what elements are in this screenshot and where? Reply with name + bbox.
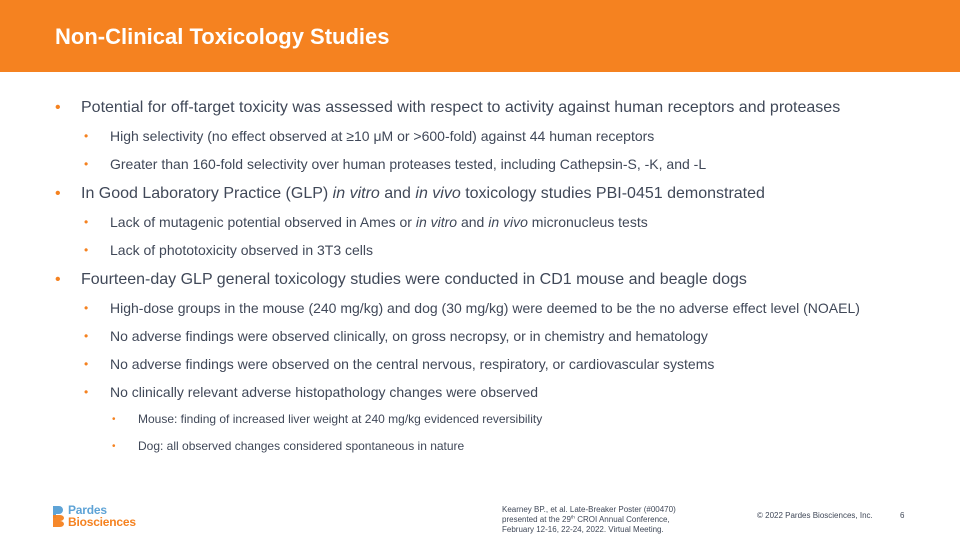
bullet-icon: • [112, 441, 116, 452]
citation-line: Kearney BP., et al. Late-Breaker Poster (#00470) [502, 505, 676, 514]
superscript: th [570, 515, 575, 521]
list-item [55, 270, 935, 290]
list-item [55, 328, 935, 345]
pardes-logo-icon [52, 505, 64, 527]
company-logo [52, 505, 152, 529]
slide-title: Non-Clinical Toxicology Studies [55, 24, 390, 49]
text-run: CROI Annual Conference, [574, 515, 670, 524]
bullet-text: Lack of phototoxicity observed in 3T3 cells [110, 242, 374, 258]
italic-text: in vitro [332, 185, 380, 202]
logo-text-biosciences: Biosciences [68, 515, 136, 529]
bullet-icon: • [84, 385, 89, 399]
list-item [55, 156, 935, 173]
bullet-text: High selectivity (no effect observed at ≥10 μM or >600-fold) against 44 human receptors [110, 128, 655, 144]
list-item [55, 98, 935, 118]
bullet-icon: • [84, 157, 89, 171]
bullet-icon: • [84, 329, 89, 343]
text-run: In Good Laboratory Practice (GLP) [81, 185, 333, 202]
list-item [55, 412, 935, 427]
text-run: micronucleus tests [527, 214, 648, 230]
title-bar [0, 0, 960, 72]
italic-text: in vivo [415, 185, 461, 202]
italic-text: in vivo [488, 214, 528, 230]
citation-line: February 12-16, 22-24, 2022. Virtual Meeting. [502, 525, 664, 534]
text-run: toxicology studies PBI-0451 demonstrated [460, 185, 765, 202]
bullet-icon: • [84, 301, 89, 315]
bullet-text [110, 214, 648, 230]
bullet-text: Dog: all observed changes considered spontaneous in nature [138, 439, 465, 453]
bullet-text: No adverse findings were observed clinically, on gross necropsy, or in chemistry and hematology [110, 328, 708, 344]
bullet-text: Potential for off-target toxicity was assessed with respect to activity against human receptors and proteases [81, 99, 841, 116]
bullet-icon: • [112, 414, 116, 425]
text-run: and [457, 214, 489, 230]
list-item [55, 439, 935, 454]
list-item [55, 384, 935, 401]
bullet-text: No adverse findings were observed on the central nervous, respiratory, or cardiovascular systems [110, 356, 715, 372]
bullet-list [55, 98, 935, 466]
logo-text-pardes: Pardes [68, 503, 107, 517]
list-item [55, 300, 935, 317]
text-run: and [379, 185, 416, 202]
list-item [55, 128, 935, 145]
bullet-text: Greater than 160-fold selectivity over human proteases tested, including Cathepsin-S, -K, and -L [110, 156, 707, 172]
list-item [55, 242, 935, 259]
page-number: 6 [900, 511, 905, 520]
bullet-icon: • [55, 185, 61, 202]
bullet-text: No clinically relevant adverse histopathology changes were observed [110, 384, 539, 400]
text-run: presented at the 29 [502, 515, 571, 524]
bullet-text: High-dose groups in the mouse (240 mg/kg) and dog (30 mg/kg) were deemed to be the no adverse effect level (NOAEL) [110, 300, 860, 316]
bullet-text: Fourteen-day GLP general toxicology studies were conducted in CD1 mouse and beagle dogs [81, 271, 747, 288]
bullet-text [81, 185, 765, 202]
bullet-icon: • [84, 243, 89, 257]
citation-line [502, 515, 732, 525]
list-item [55, 214, 935, 231]
italic-text: in vitro [415, 214, 458, 230]
list-item [55, 184, 935, 204]
copyright: © 2022 Pardes Biosciences, Inc. [757, 511, 873, 520]
bullet-icon: • [84, 129, 89, 143]
bullet-icon: • [55, 99, 61, 116]
bullet-icon: • [55, 271, 61, 288]
text-run: Lack of mutagenic potential observed in Ames or [110, 214, 416, 230]
list-item [55, 356, 935, 373]
bullet-icon: • [84, 215, 89, 229]
bullet-icon: • [84, 357, 89, 371]
bullet-text: Mouse: finding of increased liver weight at 240 mg/kg evidenced reversibility [138, 412, 543, 426]
citation [502, 505, 732, 535]
